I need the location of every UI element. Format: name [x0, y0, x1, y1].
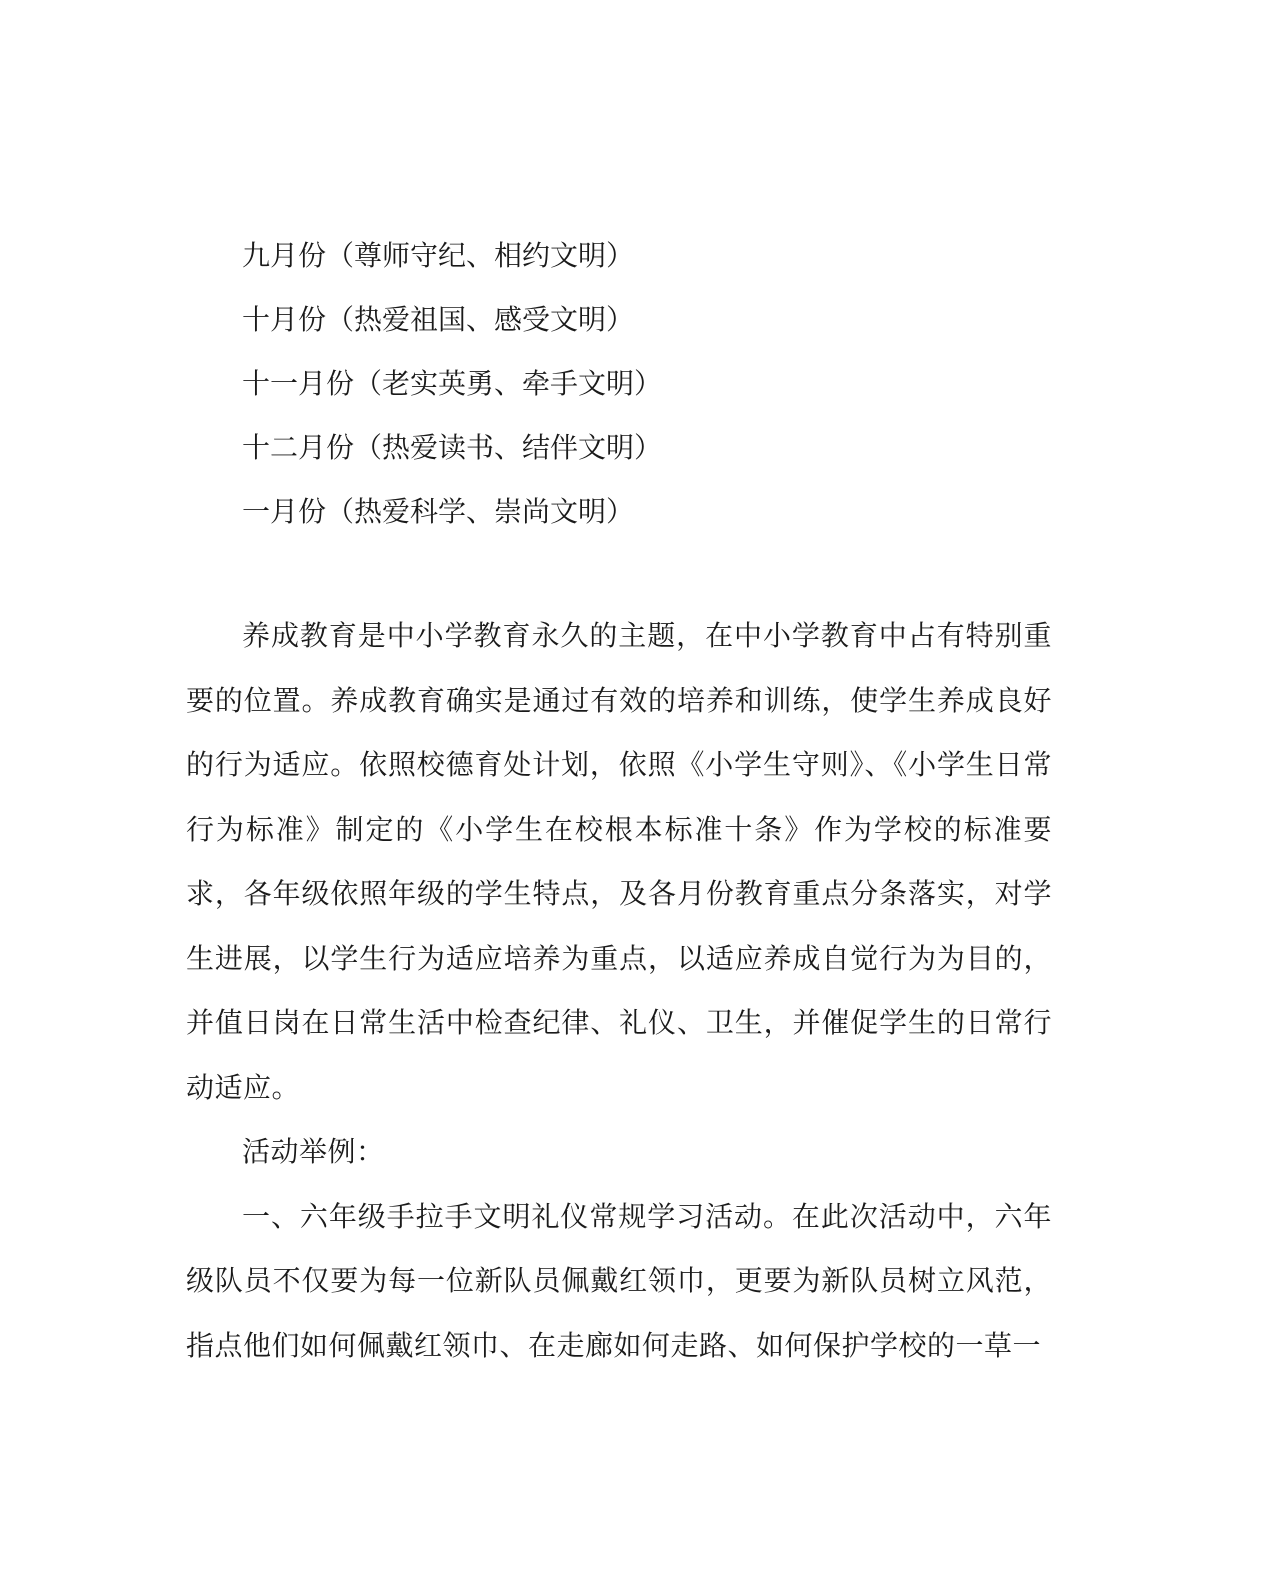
paragraph-activity-heading: 活动举例：	[242, 1135, 385, 1168]
body-text	[186, 604, 1052, 1378]
paragraph-habit-education: 养成教育是中小学教育永久的主题，在中小学教育中占有特别重要的位置。养成教育确实是通过有效的培养和训练，使学生养成良好的行为适应。依照校德育处计划，依照《小学生守则》、《小学生日常行为标准》制定的《小学生在校根本标准十条》作为学校的标准要求，各年级依照年级的学生特点，及各月份教育重点分条落实，对学生进展，以学生行为适应培养为重点，以适应养成自觉行为为目的，并值日岗在日常生活中检查纪律、礼仪、卫生，并催促学生的日常行动适应。	[186, 619, 1052, 1104]
month-item: 十二月份（热爱读书、结伴文明）	[242, 431, 663, 464]
paragraph-activity-one: 一、六年级手拉手文明礼仪常规学习活动。在此次活动中，六年级队员不仅要为每一位新队员佩戴红领巾，更要为新队员树立风范，指点他们如何佩戴红领巾、在走廊如何走路、如何保护学校的一草一	[186, 1199, 1052, 1362]
month-item: 一月份（热爱科学、崇尚文明）	[242, 495, 635, 528]
month-item: 十月份（热爱祖国、感受文明）	[242, 303, 635, 336]
monthly-theme-list	[186, 224, 1066, 544]
month-item: 十一月份（老实英勇、牵手文明）	[242, 367, 663, 400]
month-item: 九月份（尊师守纪、相约文明）	[242, 239, 635, 272]
